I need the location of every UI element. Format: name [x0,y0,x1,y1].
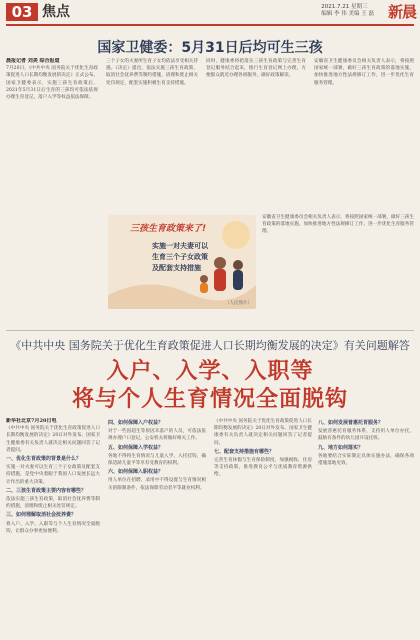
answer-1: 实施一对夫妻可以生育三个子女政策及配套支持措施，是党中央着眼于我国人口发展长远大计作出的重大决策。 [6,465,100,485]
question-3: 三、如何理解取消社会抚养费？ [6,512,77,519]
feature-column-4 [318,418,414,636]
policy-illustration [108,215,256,309]
issue-meta [321,4,374,18]
feature-headline-2: 将与个人生育情况全面脱钩 [71,387,348,412]
news-col2-text: 三个子女的夫妻所生育子女均依法享受相关待遇。《决定》提出，依法实施三孩生育政策，取消社会抚养费等制约措施，清理和废止相关处罚规定，配套实施积极生育支持措施。 [106,59,198,86]
newspaper-logo [388,1,416,22]
feature-kicker: 《中共中央 国务院关于优化生育政策促进人口长期均衡发展的决定》有关问题解答 [10,339,410,352]
header-rule [6,24,414,26]
question-1: 一、优化生育政策的背景是什么？ [6,456,82,463]
news-byline: 晨报记者 刘美 综合报道 [6,58,60,64]
answer-9: 各地要结合实际制定具体实施办法，确保各项措施落地见效。 [318,453,414,467]
question-7: 七、配套支持措施有哪些？ [214,448,275,455]
answer-8: 发展普惠托育服务体系，支持用人单位办托，鼓励有条件的幼儿园开设托班。 [318,429,414,442]
feature-intro: 《中共中央 国务院关于优化生育政策促进人口长期均衡发展的决定》20日对外发布。国家卫生健康委有关负责人就决定相关问题回答了记者提问。 [6,426,100,453]
feature-col3-text: 《中共中央 国务院关于优化生育政策促进人口长期均衡发展的决定》20日对外发布。国家卫生健康委有关负责人就决定相关问题回答了记者提问。 [214,419,312,446]
news-column-1 [6,58,98,328]
feature-column-2 [108,418,206,636]
question-2: 二、三孩生育政策主要内容有哪些？ [6,487,87,494]
logo-char-b: 晨 [401,3,416,21]
illus-line-1: 实施一对夫妻可以 [152,242,208,250]
issue-date: 2021.7.21 星期三 [321,4,368,10]
feature-dateline: 新华社北京7月20日电 [6,418,57,424]
question-4: 四、如何保障入户权益？ [108,420,164,426]
illus-line-3: 及配套支持措施 [152,264,201,272]
news-headline: 国家卫健委：5月31日后均可生三孩 [97,40,323,56]
illus-banner: 三孩生育政策来了! [130,224,207,234]
question-5: 五、如何保障入学权益？ [108,444,164,451]
answer-7: 完善生育休假与生育保险制度，加强税收、住房等支持政策，推进教育公平与优质教育资源供给。 [214,458,312,478]
question-9: 九、地方如何落实？ [318,444,364,451]
answer-4: 对于一些因超生等原因未落户的人员，可依法依规办理户口登记，公安机关将做好相关工作。 [108,429,206,442]
answer-6: 用人单位在招聘、录用中不得设置与生育情况相关的限制条件，依法保障劳动者平等就业权利。 [108,478,206,491]
masthead [0,0,420,26]
section-name: 焦点 [42,4,70,20]
question-6: 六、如何保障入职权益？ [108,469,164,476]
answer-3: 将入户、入学、入职等与个人生育情况全面脱钩，让群众办事更加便利。 [6,521,100,534]
illus-line-2: 生育三个子女政策 [152,253,208,261]
news-column-3 [206,58,306,208]
news-continuation [262,214,414,326]
issue-editors: 编辑 李 伟 美编 王 磊 [321,11,374,17]
logo-char-a: 新 [387,3,402,21]
news-column-2 [106,58,198,208]
news-cont-text: 安徽省卫生健康委员会相关负责人表示，将按照国家统一部署，做好三孩生育政策的落地实施，加快推进地方性法规修订工作，进一步优化生育服务管理。 [262,215,414,235]
feature-column-1 [6,418,100,636]
answer-5: 各地不得将生育情况与儿童入学、入托挂钩，确保适龄儿童平等享有受教育的权利。 [108,453,206,467]
news-col4-text: 安徽省卫生健康委员会相关负责人表示，将按照国家统一部署，做好三孩生育政策的落地实施，加快推进地方性法规修订工作，进一步优化生育服务管理。 [314,59,414,86]
news-col3-text: 同时，健康委将把落实三孩生育政策与完善生育登记服务结合起来，推行生育登记网上办理，方便群众就近办理各项服务，做好政策解读。 [206,59,306,79]
illus-caption: （人民图片） [225,301,252,306]
answer-2: 依法实施三孩生育政策，取消社会抚养费等制约措施，清理和废止相关处罚规定。 [6,497,100,510]
page-number: 03 [6,3,38,21]
section-divider [6,330,414,331]
news-col1-text: 7月20日，《中共中央 国务院关于优化生育政策促进人口长期均衡发展的决定》正式公布。国家卫健委表示，实施三孩生育政策后，2021年5月31日后生育的三孩均可依法依规办理生育登记，落户入学等权益依法保障。 [6,66,98,101]
news-column-4 [314,58,414,208]
feature-column-3 [214,418,312,636]
question-8: 八、如何发展普惠托育服务？ [318,420,384,426]
feature-headline-1: 入户、入学、入职等 [106,359,314,384]
